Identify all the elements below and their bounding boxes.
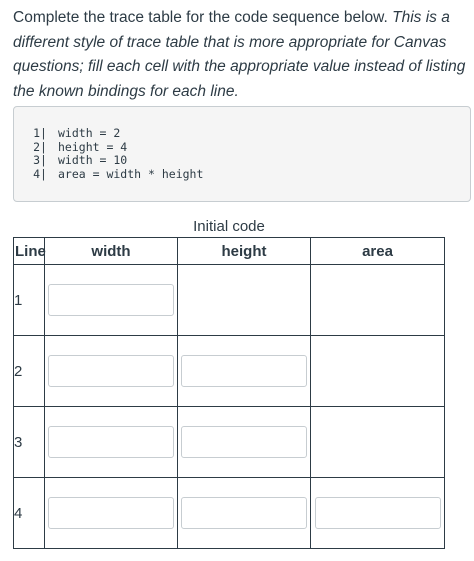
header-height: height (178, 238, 311, 265)
trace-table (13, 237, 445, 549)
code-line: 4| area = width * height (22, 168, 203, 182)
code-line-number: 4 (33, 166, 40, 181)
width-cell (45, 478, 178, 549)
area-cell (311, 478, 445, 549)
code-line-text: height = 4 (58, 139, 128, 154)
table-row (14, 478, 445, 549)
code-line: 2| height = 4 (22, 141, 203, 155)
table-row (14, 407, 445, 478)
height-cell (178, 407, 311, 478)
area-input-line-4[interactable] (315, 497, 441, 529)
header-area: area (311, 238, 445, 265)
width-input-line-4[interactable] (48, 497, 174, 529)
table-header-row (14, 238, 445, 265)
width-input-line-3[interactable] (48, 426, 174, 458)
width-cell (45, 407, 178, 478)
prompt-instructions: This is a different style of trace table that is more appropriate for Canvas questions; fill each cell with the appropriate value instead of listing the known bindings for each line. (13, 9, 466, 100)
code-line-text: width = 2 (58, 126, 121, 140)
width-input-line-2[interactable] (48, 355, 174, 387)
line-number-cell: 2 (14, 336, 45, 407)
code-line-number: 1 (33, 126, 40, 140)
height-cell (178, 478, 311, 549)
width-cell (45, 265, 178, 336)
height-input-line-4[interactable] (181, 497, 307, 529)
height-cell (178, 336, 311, 407)
question-prompt (13, 6, 471, 104)
header-width: width (45, 238, 178, 265)
table-caption: Initial code (193, 218, 265, 235)
prompt-text: Complete the trace table for the code sequence below. (13, 9, 393, 26)
area-cell (311, 265, 445, 336)
width-input-line-1[interactable] (48, 284, 174, 316)
area-cell (311, 407, 445, 478)
header-line: Line (14, 238, 45, 265)
code-line: 1| width = 2 (22, 127, 203, 141)
table-row (14, 336, 445, 407)
line-number-cell: 1 (14, 265, 45, 336)
code-line: 3| width = 10 (22, 154, 203, 168)
code-line-text: width = 10 (58, 153, 128, 167)
table-row (14, 265, 445, 336)
width-cell (45, 336, 178, 407)
code-line-text: area = width * height (58, 166, 204, 181)
height-cell (178, 265, 311, 336)
line-number-cell: 3 (14, 407, 45, 478)
height-input-line-2[interactable] (181, 355, 307, 387)
area-cell (311, 336, 445, 407)
height-input-line-3[interactable] (181, 426, 307, 458)
code-block (13, 106, 471, 202)
code-line-number: 2 (33, 139, 40, 154)
code-line-number: 3 (33, 153, 40, 167)
line-number-cell: 4 (14, 478, 45, 549)
